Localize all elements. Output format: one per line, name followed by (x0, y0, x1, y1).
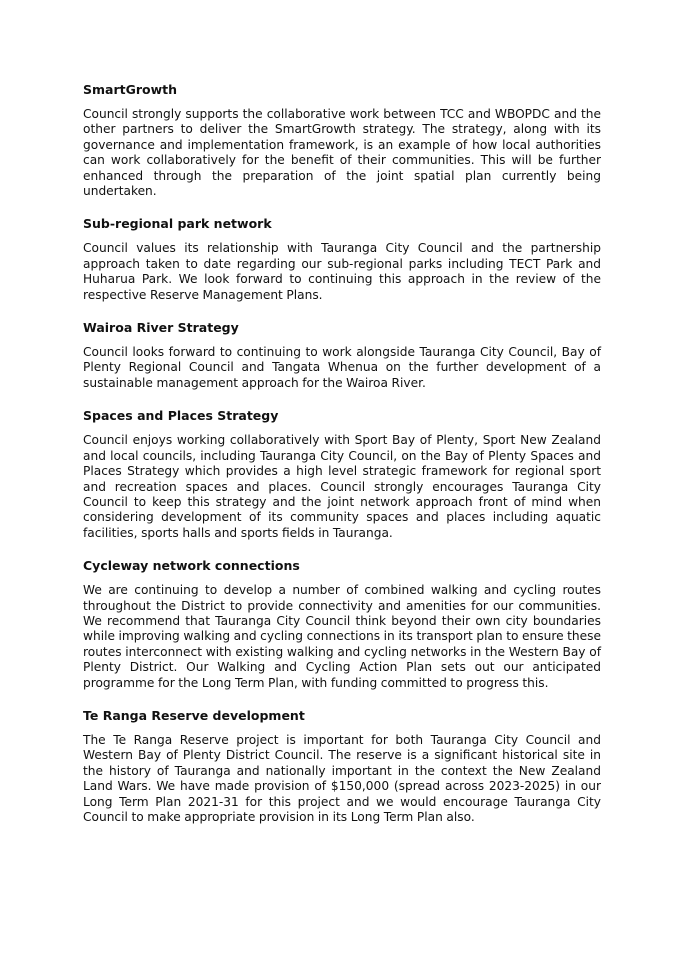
document-page (83, 82, 601, 842)
section-heading: Te Ranga Reserve development (83, 707, 305, 723)
section-body: Council enjoys working collaboratively with Sport Bay of Plenty, Sport New Zealand and local councils, including Tauranga City Council, on the Bay of Plenty Spaces and Places Strategy which provides a high level strategic framework for regional sport and recreation spaces and places. Council strongly encourages Tauranga City Council to keep this strategy and the joint network approach front of mind when considering development of its community spaces and places including aquatic facilities, sports halls and sports fields in Tauranga. (83, 433, 601, 540)
section-heading: Cycleway network connections (83, 558, 300, 574)
section-smartgrowth (83, 82, 601, 199)
section-sub-regional-park-network (83, 216, 601, 303)
section-body: The Te Ranga Reserve project is important for both Tauranga City Council and Western Bay of Plenty District Council. The reserve is a significant historical site in the history of Tauranga and nationally important in the context the New Zealand Land Wars. We have made provision of $150,000 (spread across 2023-2025) in our Long Term Plan 2021-31 for this project and we would encourage Tauranga City Council to make appropriate provision in its Long Term Plan also. (83, 732, 601, 824)
section-body: Council strongly supports the collaborative work between TCC and WBOPDC and the other partners to deliver the SmartGrowth strategy. The strategy, along with its governance and implementation framework, is an example of how local authorities can work collaboratively for the benefit of their communities. This will be further enhanced through the preparation of the joint spatial plan currently being undertaken. (83, 107, 601, 199)
section-heading: Wairoa River Strategy (83, 320, 239, 336)
section-heading: Sub-regional park network (83, 216, 272, 232)
section-body: Council values its relationship with Tauranga City Council and the partnership approach taken to date regarding our sub-regional parks including TECT Park and Huharua Park. We look forward to continuing this approach in the review of the respective Reserve Management Plans. (83, 241, 601, 302)
section-heading: SmartGrowth (83, 82, 178, 97)
section-te-ranga-reserve-development (83, 708, 601, 825)
section-body: Council looks forward to continuing to work alongside Tauranga City Council, Bay of Plenty Regional Council and Tangata Whenua on the further development of a sustainable management approach for the Wairoa River. (83, 345, 601, 390)
section-cycleway-network-connections (83, 558, 601, 691)
section-wairoa-river-strategy (83, 320, 601, 391)
section-heading: Spaces and Places Strategy (83, 408, 279, 424)
section-body: We are continuing to develop a number of combined walking and cycling routes throughout the District to provide connectivity and amenities for our communities. We recommend that Tauranga City Council think beyond their own city boundaries while improving walking and cycling connections in its transport plan to ensure these routes interconnect with existing walking and cycling networks in the Western Bay of Plenty District. Our Walking and Cycling Action Plan sets out our anticipated programme for the Long Term Plan, with funding committed to progress this. (83, 583, 601, 690)
section-spaces-and-places-strategy (83, 408, 601, 541)
